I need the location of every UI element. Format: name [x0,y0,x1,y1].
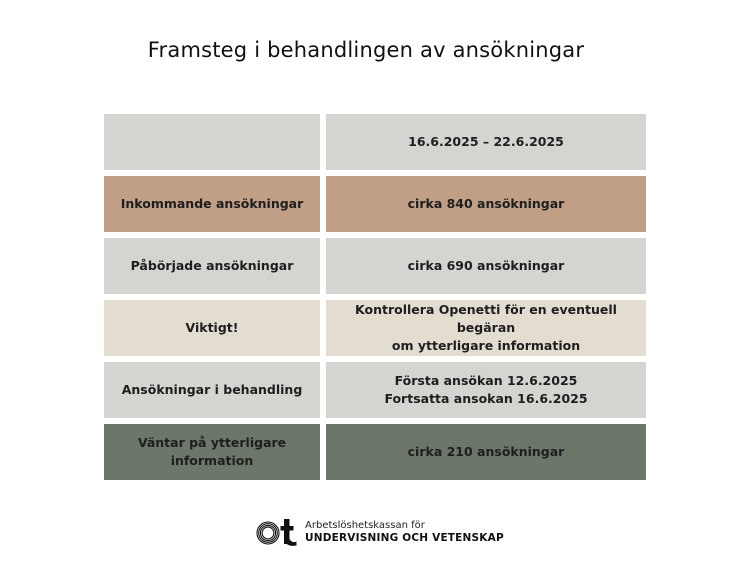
row-value: Första ansökan 12.6.2025 Fortsatta ansokan 16.6.2025 [326,362,646,418]
table-row [104,424,646,480]
progress-table [104,114,646,486]
row-label: Väntar på ytterligare information [104,424,320,480]
row-label: Påbörjade ansökningar [104,238,320,294]
logo-text-line1: Arbetslöshetskassan för [305,520,425,531]
ot-logo-mark-icon [255,517,301,547]
table-row [104,176,646,232]
row-label: Ansökningar i behandling [104,362,320,418]
row-value: cirka 210 ansökningar [326,424,646,480]
row-value: cirka 840 ansökningar [326,176,646,232]
row-value: Kontrollera Openetti för en eventuell begäran om ytterligare information [326,300,646,356]
table-row [104,114,646,170]
page-title: Framsteg i behandlingen av ansökningar [147,38,585,62]
row-value: 16.6.2025 – 22.6.2025 [326,114,646,170]
organization-logo [255,517,504,547]
row-label [104,114,320,170]
row-label: Inkommande ansökningar [104,176,320,232]
table-row [104,238,646,294]
table-row [104,300,646,356]
row-value: cirka 690 ansökningar [326,238,646,294]
row-label: Viktigt! [104,300,320,356]
logo-text-line2: UNDERVISNING OCH VETENSKAP [305,532,504,544]
table-row [104,362,646,418]
